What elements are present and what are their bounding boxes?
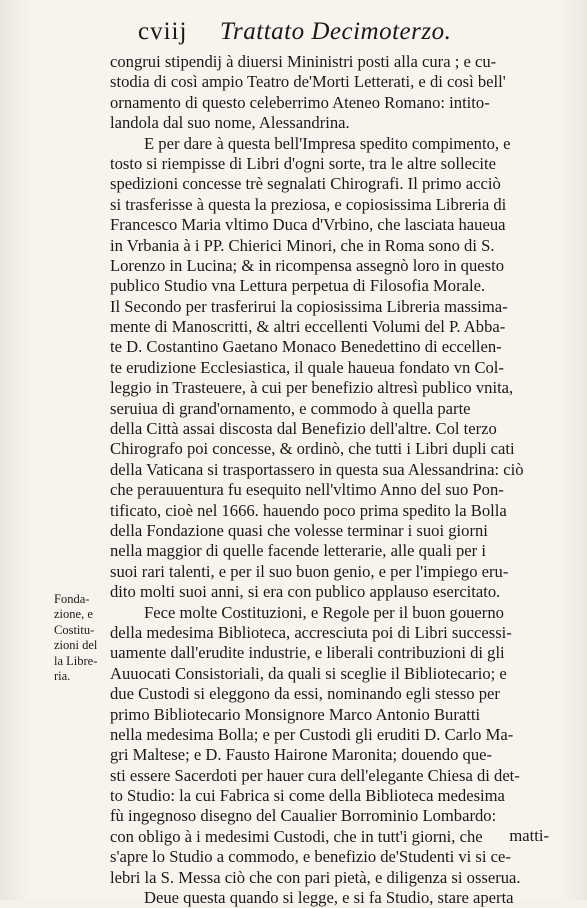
text-line: to Studio: la cui Fabrica si come della Biblioteca medesima <box>110 786 505 806</box>
text-line: E per dare à questa bell'Impresa spedito compimento, e <box>144 133 511 153</box>
text-line: si trasferisse à questa la preziosa, e copiosissima Libreria di <box>110 194 507 214</box>
text-line: uamente dall'erudite industrie, e liberali contribuzioni di gli <box>110 643 505 663</box>
text-line: della medesima Biblioteca, accresciuta poi di Libri successi- <box>110 622 512 642</box>
text-line: due Custodi si eleggono da essi, nominando egli stesso per <box>110 684 500 704</box>
catchword: matti- <box>509 826 549 845</box>
text-line: con obligo à i medesimi Custodi, che in tutt'i giorni, che <box>110 826 483 846</box>
margin-note-line: zione, e <box>54 607 93 622</box>
text-line: Francesco Maria vltimo Duca d'Vrbino, che lasciata haueua <box>110 215 506 235</box>
text-line: dito molti suoi anni, si era con publico applauso esercitato. <box>110 582 501 602</box>
text-line: seruiua di grand'ornamento, e commodo à quella parte <box>110 398 471 418</box>
text-line: nella maggior di quelle facende letterarie, alle quali per i <box>110 541 486 561</box>
text-line: della Città assai discosta dal Benefizio dell'altre. Col terzo <box>110 419 497 439</box>
text-line: Deue questa quando si legge, e si fa Studio, stare aperta <box>144 888 514 908</box>
running-title: Trattato Decimoterzo. <box>220 18 452 45</box>
text-line: tificato, cioè nel 1666. hauendo poco prima spedito la Bolla <box>110 500 507 520</box>
text-line: che perauuentura fu esequito nell'vltimo Anno del suo Pon- <box>110 480 504 500</box>
text-line: spedizioni concesse trè segnalati Chirografi. Il primo acciò <box>110 174 501 194</box>
text-line: te erudizione Ecclesiastica, il quale haueua fondato vn Col- <box>110 357 504 377</box>
text-line: s'apre lo Studio a commodo, e benefizio de'Studenti vi si ce- <box>110 847 511 867</box>
text-line: suoi rari talenti, e per il suo buon genio, e per l'impiego eru- <box>110 561 509 581</box>
margin-note <box>54 592 114 684</box>
text-line: della Fondazione quasi che volesse terminar i suoi giorni <box>110 520 488 540</box>
margin-note-line: Costitu- <box>54 622 95 637</box>
margin-note-line: la Libre- <box>54 653 98 668</box>
text-line: sti essere Sacerdoti per hauer cura dell'elegante Chiesa di det- <box>110 765 520 785</box>
text-line: fù ingegnoso disegno del Caualier Borrominio Lombardo: <box>110 806 497 826</box>
text-line: primo Bibliotecario Monsignore Marco Antonio Buratti <box>110 704 481 724</box>
text-line: landola dal suo nome, Alessandrina. <box>110 113 350 133</box>
text-line: Il Secondo per trasferirui la copiosissima Libreria massima- <box>110 296 508 316</box>
margin-note-line: ria. <box>54 668 71 683</box>
margin-note-line: zioni del <box>54 638 98 653</box>
text-line: stodia di così ampio Teatro de'Morti Letterati, e di così bell' <box>110 72 506 92</box>
text-line: lebri la S. Messa ciò che con pari pietà, e diligenza si osserua. <box>110 867 521 887</box>
text-line: publico Studio vna Lettura perpetua di Filosofia Morale. <box>110 276 486 296</box>
text-line: ornamento di questo celeberrimo Ateneo Romano: intito- <box>110 92 490 112</box>
folio-number: cviij <box>138 18 188 45</box>
text-line: mente di Manoscritti, & altri eccellenti Volumi del P. Abba- <box>110 317 506 337</box>
text-line: Fece molte Costituzioni, e Regole per il buon gouerno <box>144 602 504 622</box>
text-line: gri Maltese; e D. Fausto Hairone Maronita; douendo que- <box>110 745 493 765</box>
text-line: te D. Costantino Gaetano Monaco Benedettino di eccellen- <box>110 337 502 357</box>
text-line: congrui stipendij à diuersi Mininistri posti alla cura ; e cu- <box>110 52 497 71</box>
text-line: Auuocati Consistoriali, da quali si sceglie il Bibliotecario; e <box>110 663 507 683</box>
text-line: nella medesima Bolla; e per Custodi gli eruditi D. Carlo Ma- <box>110 724 514 744</box>
text-line: in Vrbania à i PP. Chierici Minori, che in Roma sono di S. <box>110 235 495 255</box>
text-line: Lorenzo in Lucina; & in ricompensa assegnò loro in questo <box>110 255 505 275</box>
page-header <box>138 18 538 48</box>
text-line: leggio in Trasteuere, à cui per benefizio altresì publico vnita, <box>110 378 514 398</box>
text-line: tosto si riempisse di Libri d'ogni sorte, tra le altre sollecite <box>110 153 496 173</box>
text-line: Chirografo poi concesse, & ordinò, che tutti i Libri dupli cati <box>110 439 515 459</box>
body-text <box>110 52 554 908</box>
margin-note-line: Fonda- <box>54 592 90 606</box>
text-line: della Vaticana si trasportassero in questa sua Alessandrina: ciò <box>110 459 524 479</box>
